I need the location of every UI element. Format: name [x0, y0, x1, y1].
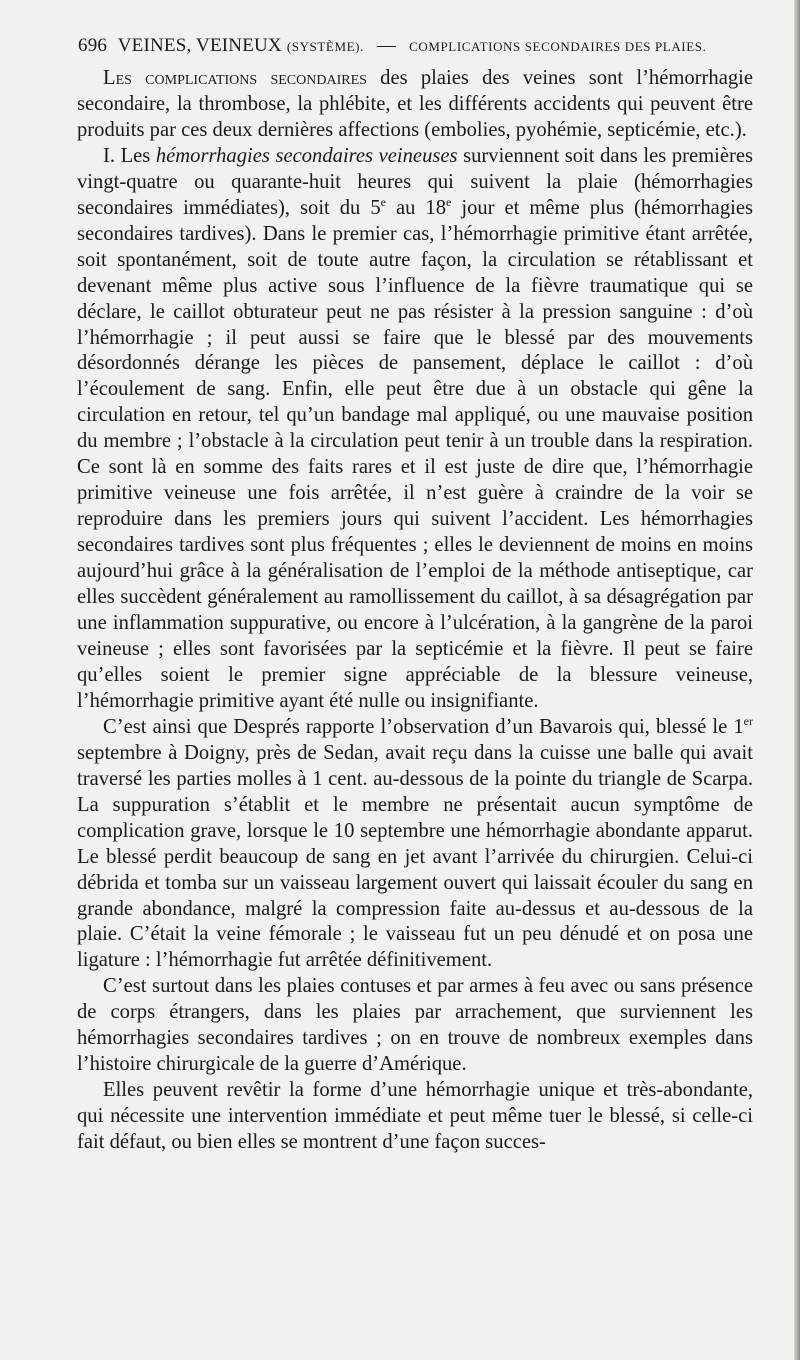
header-title-left: VEINES, VEINEUX: [117, 35, 282, 56]
paragraph-hemorrhagies: [77, 144, 753, 715]
paragraph-complications: [77, 66, 753, 144]
paragraph-text: au 18: [385, 196, 447, 219]
paragraph-text: septembre à Doigny, près de Sedan, avait reçu dans la cuisse une balle qui avait traversé les parties molles à 1 cent. au-dessous de la pointe du triangle de Scarpa. La suppuration s’établit et le membre ne présentait aucun symptôme de complication grave, lorsque le 10 septembre une hémorrhagie abondante apparut. Le blessé perdit beaucoup de sang en jet avant l’arrivée du chirurgien. Celui-ci débrida et tomba sur un vaisseau largement ouvert qui laissait écouler du sang en grande abondance, malgré la compression faite au-dessus et au-dessous de la plaie. C’était la veine fémorale ; le vaisseau fut un peu dénudé et on posa une ligature : l’hémorrhagie fut arrêtée définitivement.: [77, 741, 753, 972]
paragraph-text: des plaies des veines sont l’hémorrhagie secondaire, la thrombose, la phlébite, et les différents accidents qui peuvent être produits par ces deux dernières affections (embolies, pyohémie, septicémie, etc.).: [77, 67, 753, 141]
header-dash: —: [376, 35, 397, 56]
italic-term: hémorrhagies secondaires veineuses: [155, 144, 458, 167]
header-title-paren: (SYSTÈME).: [286, 39, 364, 54]
page-number: 696: [78, 35, 108, 56]
superscript: er: [743, 713, 753, 728]
body-text: [77, 66, 753, 1156]
page-edge-shadow: [794, 0, 800, 1360]
superscript: e: [380, 194, 386, 209]
paragraph-text: surviennent soit dans les premières vingt-quatre ou quarante-huit heures qui suivent la plaie (hémorrhagies secondaires immédiates), soit du 5: [77, 144, 754, 219]
paragraph-text: jour et même plus (hémorrhagies secondaires tardives). Dans le premier cas, l’hémorrhagie primitive étant arrêtée, soit spontanément, soit de toute autre façon, la circulation se rétablissant et devenant même plus active sous l’influence de la fièvre traumatique qui se déclare, le caillot obturateur peut ne pas résister à la pression sanguine : d’où l’hémorrhagie ; il peut aussi se faire que le blessé par des mouvements désordonnés dérange les pièces de pansement, déplace le caillot : d’où l’écoulement de sang. Enfin, elle peut être due à un obstacle qui gêne la circulation en retour, tel qu’un bandage mal appliqué, ou une mauvaise position du membre ; l’obstacle à la circulation peut tenir à un trouble dans la respiration. Ce sont là en somme des faits rares et il est juste de dire que, l’hémorrhagie primitive veineuse une fois arrêtée, il n’est guère à craindre de la voir se reproduire dans les premiers jours qui suivent l’accident. Les hémorrhagies secondaires tardives sont plus fréquentes ; elles le deviennent de moins en moins aujourd’hui grâce à la généralisation de l’emploi de la méthode antiseptique, car elles succèdent généralement au ramollissement du caillot, à sa désagrégation par une inflammation suppurative, ou encore à l’ulcération, à la gangrène de la paroi veineuse ; elles sont favorisées par la septicémie et la fièvre. Il peut se faire qu’elles soient le premier signe appréciable de la blessure veineuse, l’hémorrhagie primitive ayant été nulle ou insignifiante.: [77, 196, 753, 712]
paragraph-plaies-contuses: C’est surtout dans les plaies contuses et par armes à feu avec ou sans présence de corps étrangers, dans les plaies par arrachement, que surviennent les hémorrhagies secondaires tardives ; on en trouve de nombreux exemples dans l’histoire chirurgicale de la guerre d’Amérique.: [77, 975, 753, 1076]
paragraph-forme: Elles peuvent revêtir la forme d’une hémorrhagie unique et très-abondante, qui nécessite une intervention immédiate et peut même tuer le blessé, si celle-ci fait défaut, ou bien elles se montrent d’une façon succes-: [77, 1079, 753, 1154]
running-header: [78, 34, 758, 59]
superscript: e: [446, 194, 452, 209]
paragraph-text: I. Les: [103, 144, 156, 167]
header-title-right: COMPLICATIONS SECONDAIRES DES PLAIES.: [409, 39, 707, 54]
lead-small-caps: Les complications secondaires: [103, 67, 367, 89]
paragraph-text: C’est ainsi que Després rapporte l’observation d’un Bavarois qui, blessé le 1: [103, 715, 744, 738]
paragraph-despres: [77, 715, 753, 975]
